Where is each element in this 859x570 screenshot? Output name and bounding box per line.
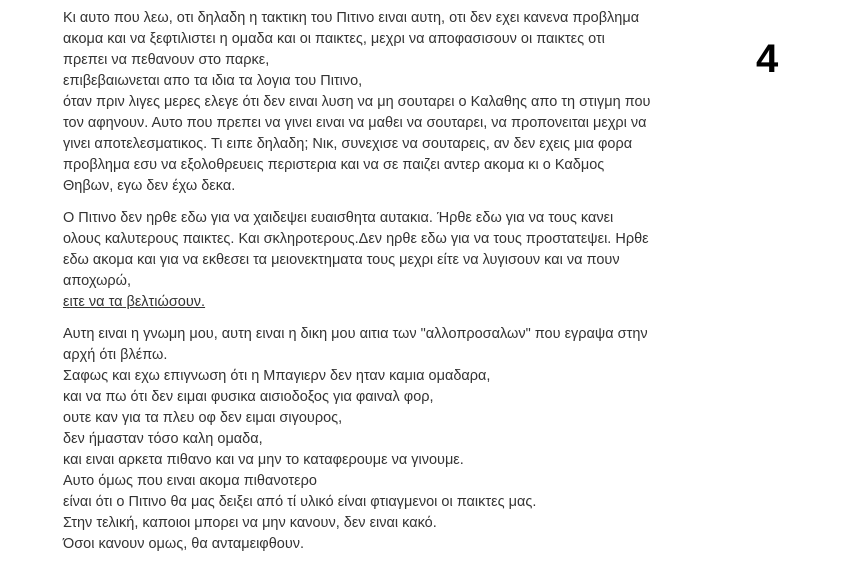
text-line: τον αφηνουν. Αυτο που πρεπει να γινει ειναι να μαθει να σουταρει, να προπονειται μεχρι να (63, 115, 647, 131)
text-line: δεν ήμασταν τόσο καλη ομαδα, (63, 431, 263, 447)
text-line: Θηβων, εγω δεν έχω δεκα. (63, 178, 236, 194)
text-line: Κι αυτο που λεω, οτι δηλαδη η τακτικη του Πιτινο ειναι αυτη, οτι δεν εχει κανενα προβλημα (63, 10, 640, 26)
paragraph-1 (63, 8, 703, 197)
text-line: και να πω ότι δεν ειμαι φυσικα αισιοδοξος για φαιναλ φορ, (63, 389, 434, 405)
text-line: Ο Πιτινο δεν ηρθε εδω για να χαιδεψει ευαισθητα αυτακια. Ήρθε εδω για να τους κανει (63, 210, 614, 226)
text-line: επιβεβαιωνεται απο τα ιδια τα λογια του Πιτινο, (63, 73, 363, 89)
text-line: όταν πριν λιγες μερες ελεγε ότι δεν ειναι λυση να μη σουταρει ο Καλαθης απο τη στιγμη που (63, 94, 651, 110)
text-line: Αυτο όμως που ειναι ακομα πιθανοτερο (63, 473, 317, 489)
underlined-text-line: ειτε να τα βελτιώσουν. (63, 294, 206, 310)
text-line: Όσοι κανουν ομως, θα ανταμειφθουν. (63, 536, 305, 552)
post-body (63, 8, 703, 566)
paragraph-3 (63, 324, 703, 555)
text-line: πρεπει να πεθανουν στο παρκε, (63, 52, 270, 68)
text-line: ακομα και να ξεφτιλιστει η ομαδα και οι παικτες, μεχρι να αποφασισουν οι παικτες οτι (63, 31, 605, 47)
text-line: Σαφως και εχω επιγνωση ότι η Μπαγιερν δεν ηταν καμια ομαδαρα, (63, 368, 491, 384)
paragraph-2 (63, 208, 703, 313)
text-line: και ειναι αρκετα πιθανο και να μην το καταφερουμε να γινουμε. (63, 452, 464, 468)
text-line: εδω ακομα και για να εκθεσει τα μειονεκτηματα τους μεχρι είτε να λυγισουν και να πουν (63, 252, 620, 268)
text-line: Αυτη ειναι η γνωμη μου, αυτη ειναι η δικη μου αιτια των "αλλοπροσαλων" που εγραψα στην (63, 326, 648, 342)
text-line: γινει αποτελεσματικος. Τι ειπε δηλαδη; Νικ, συνεχισε να σουταρεις, αν δεν εχεις μια φορα (63, 136, 633, 152)
text-line: ολους καλυτερους παικτες. Και σκληροτερους.Δεν ηρθε εδω για να τους προστατεψει. Ηρθε (63, 231, 649, 247)
text-line: προβλημα εσυ να εξολοθρευεις περιστερια και να σε παιζει αντερ ακομα κι ο Καδμος (63, 157, 605, 173)
text-line: είναι ότι ο Πιτινο θα μας δειξει από τί υλικό είναι φτιαγμενοι οι παικτες μας. (63, 494, 537, 510)
text-line: αποχωρώ, (63, 273, 131, 289)
text-line: Στην τελική, καποιοι μπορει να μην κανουν, δεν ειναι κακό. (63, 515, 437, 531)
text-line: αρχή ότι βλέπω. (63, 347, 168, 363)
post-number: 4 (756, 37, 779, 81)
text-line: ουτε καν για τα πλευ οφ δεν ειμαι σιγουρος, (63, 410, 343, 426)
